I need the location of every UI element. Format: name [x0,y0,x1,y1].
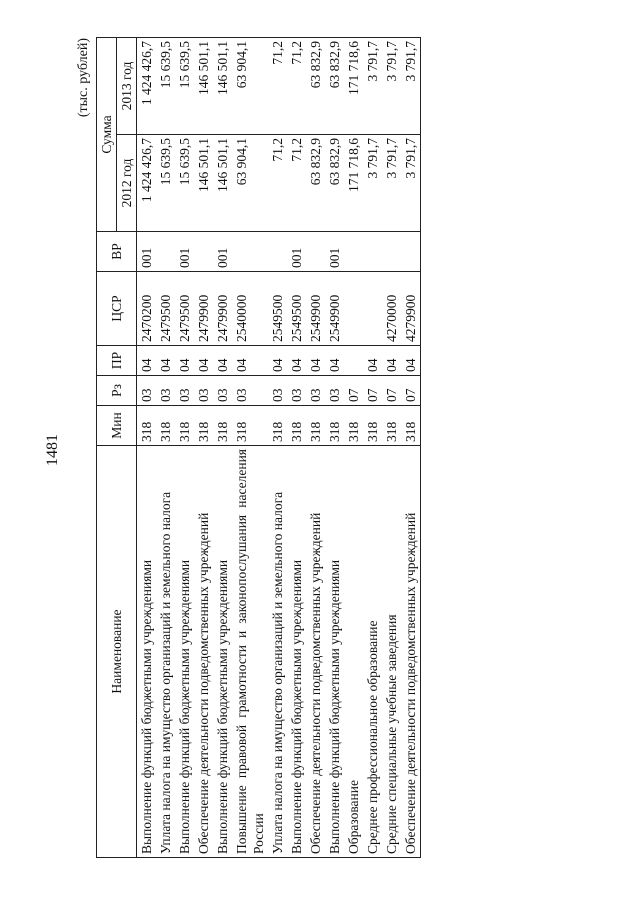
row-vr: 001 [137,232,157,272]
row-2013: 3 791,7 [401,37,421,134]
row-2012: 71,2 [268,135,287,232]
row-vr [306,232,325,272]
row-name: Обеспечение деятельности подведомственных учреждений [194,446,213,858]
row-min: 318 [344,406,363,446]
row-2012: 63 832,9 [325,135,344,232]
row-name: Среднее профессиональное образование [363,446,382,858]
row-name: Средние специальные учебные заведения [382,446,401,858]
row-vr [401,232,421,272]
row-name: Выполнение функций бюджетными учреждениями [175,446,194,858]
row-2013: 3 791,7 [382,37,401,134]
row-rz: 07 [401,376,421,406]
row-name: Образование [344,446,363,858]
row-csr: 2540000 [232,272,268,346]
row-pr: 04 [363,346,382,376]
row-pr [344,346,363,376]
row-name: Обеспечение деятельности подведомственных учреждений [401,446,421,858]
table-row [268,37,287,857]
row-rz: 03 [175,376,194,406]
table-row [232,37,268,857]
table-row [287,37,306,857]
header-min: Мин [97,406,137,446]
row-2012: 146 501,1 [194,135,213,232]
row-vr [156,232,175,272]
row-rz: 03 [194,376,213,406]
row-min: 318 [325,406,344,446]
row-rz: 03 [325,376,344,406]
row-2012: 15 639,5 [156,135,175,232]
header-row-1 [97,37,117,857]
row-rz: 03 [137,376,157,406]
row-2012: 1 424 426,7 [137,135,157,232]
row-name: Выполнение функций бюджетными учреждениями [213,446,232,858]
row-name: Выполнение функций бюджетными учреждениями [137,446,157,858]
header-2012: 2012 год [117,135,137,232]
rotated-page [40,30,640,870]
row-csr: 2479900 [213,272,232,346]
row-rz: 03 [156,376,175,406]
row-2012: 63 832,9 [306,135,325,232]
row-csr: 4279900 [401,272,421,346]
row-2013: 1 424 426,7 [137,37,157,134]
row-2013: 146 501,1 [213,37,232,134]
row-rz: 07 [344,376,363,406]
row-vr [363,232,382,272]
row-min: 318 [194,406,213,446]
row-csr [344,272,363,346]
row-2013: 146 501,1 [194,37,213,134]
table-row [156,37,175,857]
row-min: 318 [156,406,175,446]
row-csr: 2549900 [306,272,325,346]
row-rz: 03 [213,376,232,406]
row-rz: 07 [363,376,382,406]
row-csr: 2549500 [268,272,287,346]
row-vr [194,232,213,272]
row-min: 318 [306,406,325,446]
budget-table [96,37,421,858]
row-2012: 63 904,1 [232,135,268,232]
row-pr: 04 [325,346,344,376]
row-2013: 63 832,9 [306,37,325,134]
row-2012: 3 791,7 [401,135,421,232]
row-min: 318 [363,406,382,446]
row-name: Выполнение функций бюджетными учреждениями [287,446,306,858]
row-csr: 2479900 [194,272,213,346]
row-name: Выполнение функций бюджетными учреждениями [325,446,344,858]
row-2013: 15 639,5 [175,37,194,134]
row-2012: 3 791,7 [382,135,401,232]
row-2013: 63 904,1 [232,37,268,134]
row-min: 318 [287,406,306,446]
row-name: Уплата налога на имущество организаций и земельного налога [268,446,287,858]
row-csr: 4270000 [382,272,401,346]
row-csr: 2549900 [325,272,344,346]
header-vr: ВР [97,232,137,272]
row-2013: 171 718,6 [344,37,363,134]
table-row [306,37,325,857]
row-rz: 03 [306,376,325,406]
header-rz: Рз [97,376,137,406]
row-vr: 001 [175,232,194,272]
row-min: 318 [137,406,157,446]
row-vr: 001 [287,232,306,272]
table-row [137,37,157,857]
row-min: 318 [401,406,421,446]
row-rz: 03 [232,376,268,406]
row-2013: 15 639,5 [156,37,175,134]
row-pr: 04 [232,346,268,376]
row-vr: 001 [325,232,344,272]
table-row [344,37,363,857]
row-2013: 71,2 [268,37,287,134]
row-2013: 3 791,7 [363,37,382,134]
table-row [382,37,401,857]
table-row [401,37,421,857]
header-sum: Сумма [97,37,117,231]
row-csr: 2479500 [175,272,194,346]
row-csr [363,272,382,346]
header-csr: ЦСР [97,272,137,346]
row-min: 318 [213,406,232,446]
row-name: Обеспечение деятельности подведомственных учреждений [306,446,325,858]
row-2012: 3 791,7 [363,135,382,232]
row-rz: 03 [287,376,306,406]
row-2012: 171 718,6 [344,135,363,232]
row-pr: 04 [306,346,325,376]
row-pr: 04 [213,346,232,376]
header-pr: ПР [97,346,137,376]
row-2012: 15 639,5 [175,135,194,232]
row-pr: 04 [268,346,287,376]
row-vr [382,232,401,272]
row-pr: 04 [382,346,401,376]
row-name: Повышение правовой грамотности и законопослушания населения России [232,446,268,858]
row-vr [268,232,287,272]
page-number: 1481 [44,434,61,466]
row-pr: 04 [401,346,421,376]
row-min: 318 [268,406,287,446]
table-row [194,37,213,857]
units-label: (тыс. рублей) [76,38,91,118]
row-vr [344,232,363,272]
row-pr: 04 [137,346,157,376]
row-min: 318 [175,406,194,446]
row-csr: 2470200 [137,272,157,346]
table-row [175,37,194,857]
row-min: 318 [382,406,401,446]
row-2012: 71,2 [287,135,306,232]
row-pr: 04 [287,346,306,376]
header-name: Наименование [97,446,137,858]
table-row [363,37,382,857]
header-2013: 2013 год [117,37,137,134]
row-2012: 146 501,1 [213,135,232,232]
row-min: 318 [232,406,268,446]
table-row [325,37,344,857]
row-pr: 04 [156,346,175,376]
row-csr: 2549500 [287,272,306,346]
row-vr [232,232,268,272]
row-rz: 07 [382,376,401,406]
row-2013: 71,2 [287,37,306,134]
row-2013: 63 832,9 [325,37,344,134]
row-rz: 03 [268,376,287,406]
row-name: Уплата налога на имущество организаций и земельного налога [156,446,175,858]
row-csr: 2479500 [156,272,175,346]
row-vr: 001 [213,232,232,272]
row-pr: 04 [175,346,194,376]
row-pr: 04 [194,346,213,376]
table-row [213,37,232,857]
